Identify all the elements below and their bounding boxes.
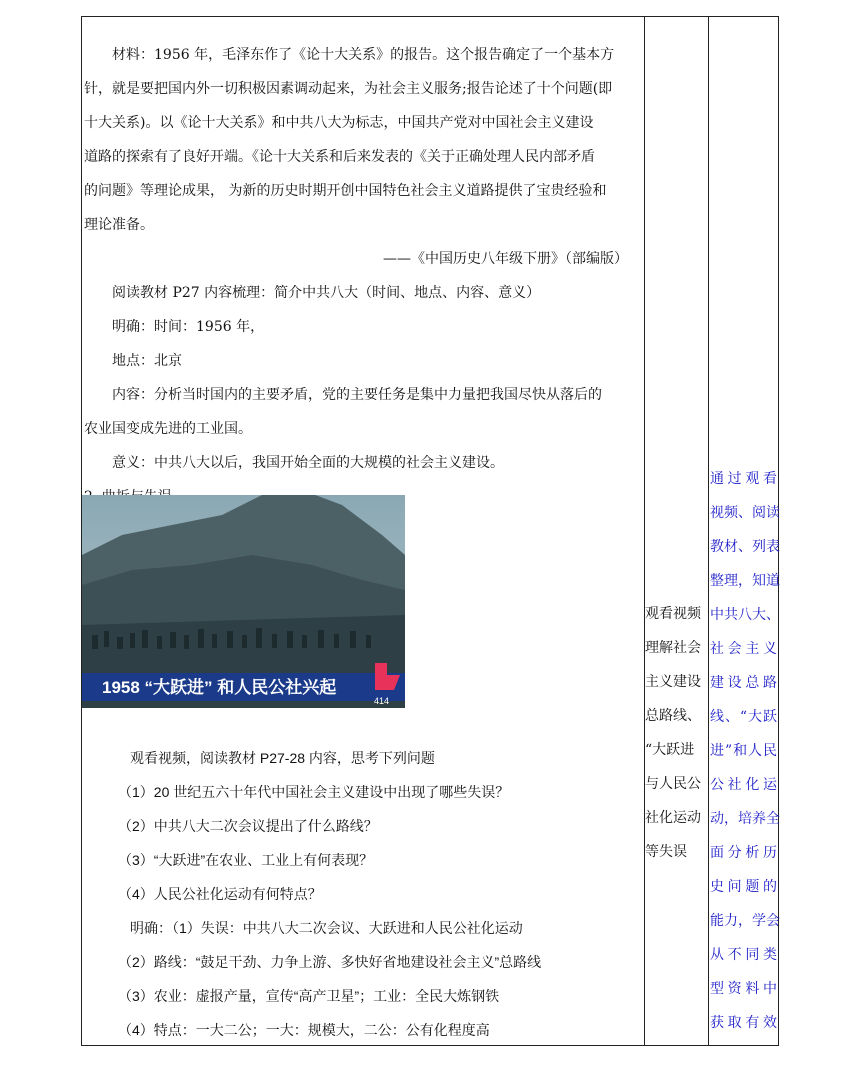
question-item: （3）“大跃进”在农业、工业上有何表现？ [118,852,374,868]
goal-line: 通过观看 [710,471,777,487]
answer-item: （2）路线：“鼓足干劲、力争上游、多快好省地建设社会主义”总路线 [118,954,542,970]
question-item: （2）中共八大二次会议提出了什么路线？ [118,818,378,834]
answer-meaning: 意义：中共八大以后，我国开始全面的大规模的社会主义建设。 [112,455,504,471]
activity-line: “大跃进 [645,742,695,758]
activity-column [644,17,708,1045]
goal-line: 面分析历 [710,845,777,861]
activity-line: 理解社会 [645,640,701,656]
answer-content: 内容：分析当时国内的主要矛盾，党的主要任务是集中力量把我国尽快从落后的 [112,387,602,403]
goal-line: 建设总路 [710,675,777,691]
goal-line: 中共八大、 [710,607,780,623]
goal-line: 型资料中 [710,981,777,997]
answer-item: （3）农业：虚报产量，宣传“高产卫星”；工业：全民大炼钢铁 [118,988,500,1004]
goal-line: 获取有效 [710,1015,777,1031]
answer-time: 明确：时间：1956 年， [112,319,265,335]
activity-line: 社化运动 [645,810,701,826]
task-instruction: 观看视频，阅读教材 P27-28 内容，思考下列问题 [130,750,435,766]
question-item: （1）20 世纪五六十年代中国社会主义建设中出现了哪些失误？ [118,784,510,800]
goal-line: 社会主义 [710,641,777,657]
answer-place: 地点：北京 [112,353,182,369]
image-number: 414 [374,696,390,706]
lesson-table [81,16,779,1046]
goal-line: 线、“大跃 [710,709,777,725]
goal-column [708,17,778,1045]
reading-instruction: 阅读教材 P27 内容梳理：简介中共八大（时间、地点、内容、意义） [112,285,541,301]
goal-line: 从不同类 [710,947,777,963]
goal-line: 整理，知道 [710,573,780,589]
material-line: 材料：1956 年，毛泽东作了《论十大关系》的报告。这个报告确定了一个基本方 [112,47,615,63]
goal-line: 史问题的 [710,879,777,895]
goal-line: 动，培养全 [710,811,780,827]
material-line: 十大关系)。以《论十大关系》和中共八大为标志，中国共产党对中国社会主义建设 [84,115,594,131]
goal-line: 教材、列表 [710,539,780,555]
answer-item: 明确：（1）失误：中共八大二次会议、大跃进和人民公社化运动 [130,920,523,936]
material-line: 针，就是要把国内外一切积极因素调动起来，为社会主义服务;报告论述了十个问题(即 [84,81,613,97]
question-item: （4）人民公社化运动有何特点？ [118,886,322,902]
material-line: 的问题》等理论成果， 为新的历史时期开创中国特色社会主义道路提供了宝贵经验和 [84,183,607,199]
goal-line: 能力，学会 [710,913,780,929]
activity-line: 观看视频 [645,606,701,622]
material-line: 理论准备。 [84,217,154,233]
activity-line: 主义建设 [645,674,701,690]
activity-line: 等失误 [645,844,687,860]
answer-content: 农业国变成先进的工业国。 [84,421,252,437]
video-still-image [82,495,405,708]
answer-item: （4）特点：一大二公；一大：规模大，二公：公有化程度高 [118,1022,490,1038]
activity-line: 总路线、 [645,708,701,724]
content-column [82,17,644,1045]
great-leap-forward-photo [82,495,405,708]
image-caption: 1958 “大跃进” 和人民公社兴起 [102,678,337,697]
goal-line: 视频、阅读 [710,505,780,521]
activity-line: 与人民公 [645,776,701,792]
source-citation: ——《中国历史八年级下册》（部编版） [383,251,628,267]
goal-line: 公社化运 [710,777,777,793]
material-line: 道路的探索有了良好开端。《论十大关系和后来发表的《关于正确处理人民内部矛盾 [84,149,595,165]
goal-line: 进”和人民 [710,743,777,759]
